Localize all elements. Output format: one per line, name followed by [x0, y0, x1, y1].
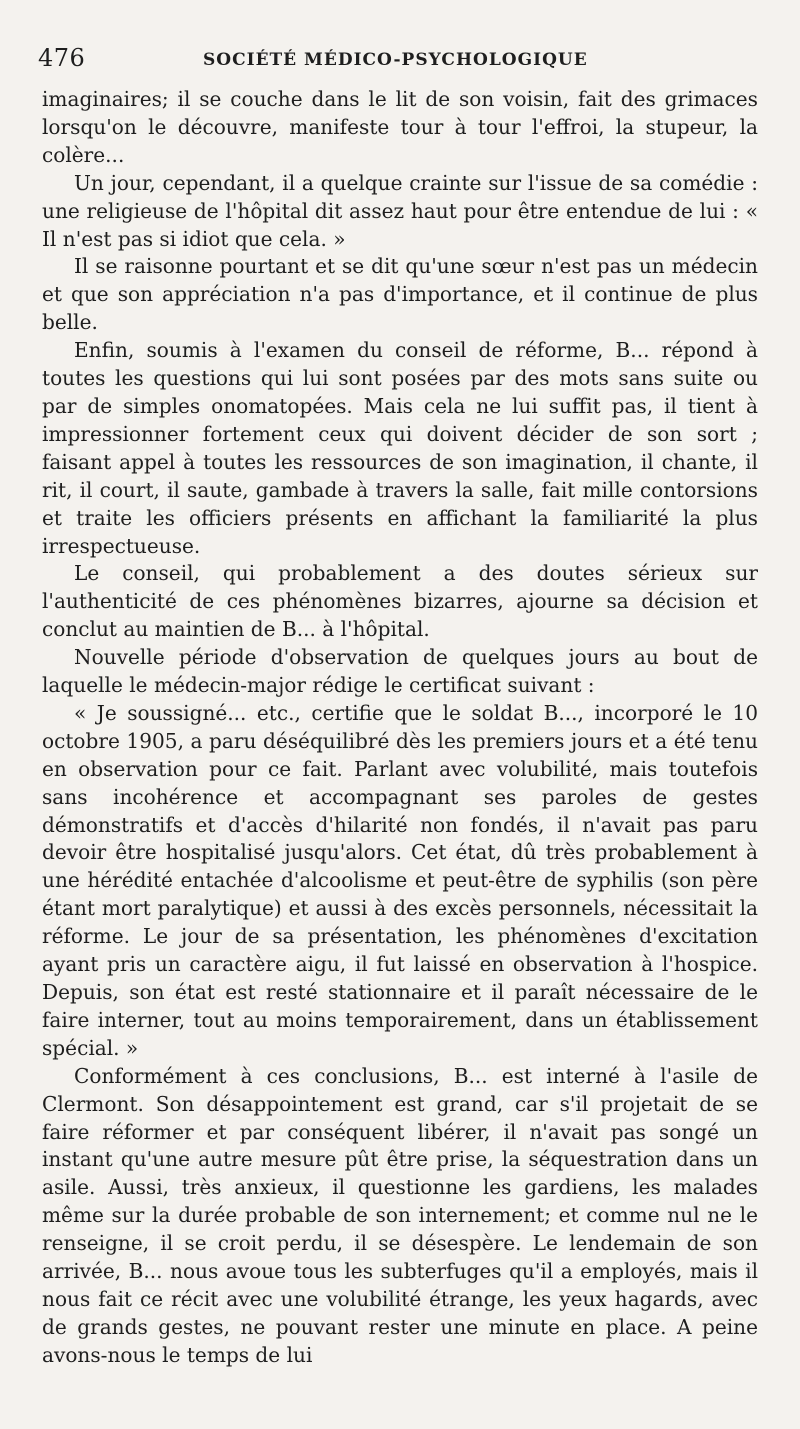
running-title: SOCIÉTÉ MÉDICO-PSYCHOLOGIQUE — [203, 50, 588, 70]
running-header — [38, 44, 778, 74]
page-number: 476 — [38, 44, 86, 72]
paragraph-reform-council: Enfin, soumis à l'examen du conseil de réforme, B... répond à toutes les questions qui lui sont posées par des mots sans suite ou par de simples onomatopées. Mais cela ne lui suffit pas, il tient à impressionner fortement ceux qui doivent décider de son sort ; faisant appel à toutes les ressources de son imagination, il chante, il rit, il court, il saute, gambade à travers la salle, fait mille contorsions et traite les officiers présents en affichant la familiarité la plus irrespectueuse. — [42, 338, 758, 558]
paragraph-clermont-asylum: Conformément à ces conclusions, B... est interné à l'asile de Clermont. Son désappointement est grand, car s'il projetait de se faire réformer et par conséquent libérer, il n'avait pas songé un instant qu'une autre mesure pût être prise, la séquestration dans un asile. Aussi, très anxieux, il questionne les gardiens, les malades même sur la durée probable de son internement; et comme nul ne le renseigne, il se croit perdu, il se désespère. Le lendemain de son arrivée, B... nous avoue tous les subterfuges qu'il a employés, mais il nous fait ce récit avec une volubilité étrange, les yeux hagards, avec de grands gestes, ne pouvant rester une minute en place. A peine avons-nous le temps de lui — [42, 1063, 758, 1367]
paragraph-reasoning: Il se raisonne pourtant et se dit qu'une sœur n'est pas un médecin et que son appréciation n'a pas d'importance, et il continue de plus belle. — [42, 254, 758, 335]
paragraph-observation: Nouvelle période d'observation de quelques jours au bout de laquelle le médecin-major rédige le certificat suivant : — [42, 645, 758, 698]
paragraph-religious-sister: Un jour, cependant, il a quelque crainte sur l'issue de sa comédie : une religieuse de l'hôpital dit assez haut pour être entendue de lui : « Il n'est pas si idiot que cela. » — [42, 170, 758, 251]
body-text — [42, 86, 758, 1370]
paragraph-council-decision: Le conseil, qui probablement a des doutes sérieux sur l'authenticité de ces phénomènes bizarres, ajourne sa décision et conclut au maintien de B... à l'hôpital. — [42, 561, 758, 642]
paragraph-continuation: imaginaires; il se couche dans le lit de son voisin, fait des grimaces lorsqu'on le découvre, manifeste tour à tour l'effroi, la stupeur, la colère... — [42, 87, 758, 167]
paragraph-certificate: « Je soussigné... etc., certifie que le soldat B..., incorporé le 10 octobre 1905, a paru déséquilibré dès les premiers jours et a été tenu en observation pour ce fait. Parlant avec volubilité, mais toutefois sans incohérence et accompagnant ses paroles de gestes démonstratifs et d'accès d'hilarité non fondés, il n'avait pas paru devoir être hospitalisé jusqu'alors. Cet état, dû très probablement à une hérédité entachée d'alcoolisme et peut-être de syphilis (son père étant mort paralytique) et aussi à des excès personnels, nécessitait la réforme. Le jour de sa présentation, les phénomènes d'excitation ayant pris un caractère aigu, il fut laissé en observation à l'hospice. Depuis, son état est resté stationnaire et il paraît nécessaire de le faire interner, tout au moins temporairement, dans un établissement spécial. » — [42, 700, 758, 1060]
